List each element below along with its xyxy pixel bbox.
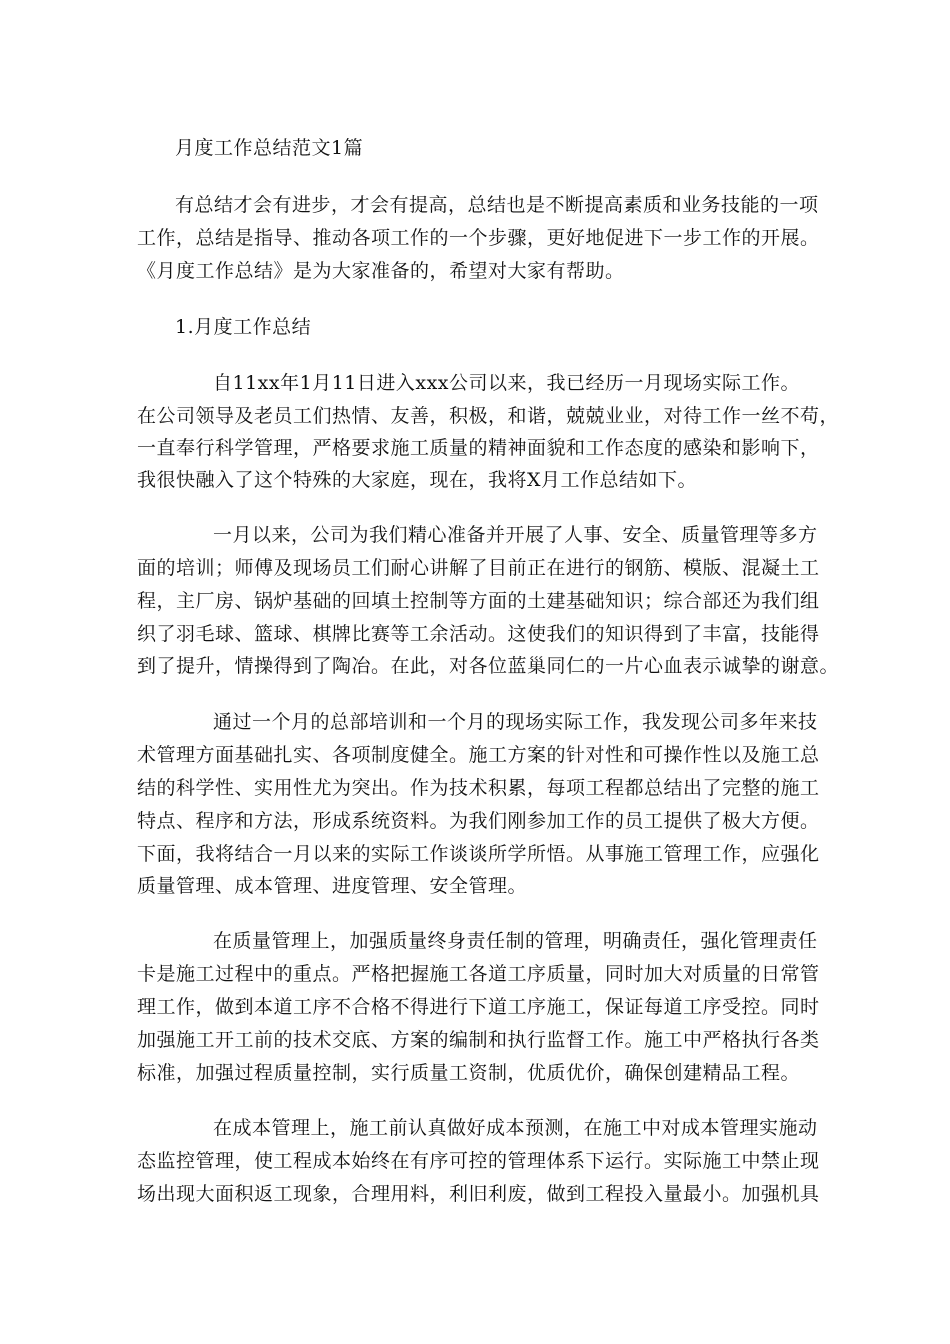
intro-line-3: 《月度工作总结》是为大家准备的，希望对大家有帮助。 (137, 260, 625, 282)
paragraph2-line-1: 一月以来，公司为我们精心准备并开展了人事、安全、质量管理等多方 (213, 524, 818, 546)
paragraph2-line-5: 到了提升，情操得到了陶冶。在此，对各位蓝巢同仁的一片心血表示诚挚的谢意。 (137, 655, 840, 677)
paragraph4-line-1: 在质量管理上，加强质量终身责任制的管理，明确责任，强化管理责任 (213, 930, 818, 952)
paragraph4-line-2: 卡是施工过程中的重点。严格把握施工各道工序质量，同时加大对质量的日常管 (137, 963, 820, 985)
paragraph1-line-4: 我很快融入了这个特殊的大家庭，现在，我将X月工作总结如下。 (137, 469, 698, 491)
paragraph4-line-4: 加强施工开工前的技术交底、方案的编制和执行监督工作。施工中严格执行各类 (137, 1029, 820, 1051)
document-title: 月度工作总结范文1篇 (175, 137, 364, 159)
paragraph2-line-3: 程，主厂房、锅炉基础的回填土控制等方面的土建基础知识；综合部还为我们组 (137, 590, 820, 612)
paragraph3-line-1: 通过一个月的总部培训和一个月的现场实际工作，我发现公司多年来技 (213, 711, 818, 733)
paragraph5-line-1: 在成本管理上，施工前认真做好成本预测，在施工中对成本管理实施动 (213, 1117, 818, 1139)
paragraph2-line-4: 织了羽毛球、篮球、棋牌比赛等工余活动。这使我们的知识得到了丰富，技能得 (137, 623, 820, 645)
paragraph1-line-2: 在公司领导及老员工们热情、友善，积极，和谐，兢兢业业，对待工作一丝不苟， (137, 405, 840, 427)
paragraph1-line-3: 一直奉行科学管理，严格要求施工质量的精神面貌和工作态度的感染和影响下， (137, 437, 820, 459)
paragraph2-line-2: 面的培训；师傅及现场员工们耐心讲解了目前正在进行的钢筋、模版、混凝土工 (137, 557, 820, 579)
paragraph4-line-5: 标准，加强过程质量控制，实行质量工资制，优质优价，确保创建精品工程。 (137, 1062, 801, 1084)
paragraph3-line-5: 下面，我将结合一月以来的实际工作谈谈所学所悟。从事施工管理工作，应强化 (137, 843, 820, 865)
paragraph5-line-2: 态监控管理，使工程成本始终在有序可控的管理体系下运行。实际施工中禁止现 (137, 1150, 820, 1172)
paragraph3-line-4: 特点、程序和方法，形成系统资料。为我们刚参加工作的员工提供了极大方便。 (137, 810, 820, 832)
section-heading: 1.月度工作总结 (175, 316, 312, 338)
paragraph1-line-1: 自11xx年1月11日进入xxx公司以来，我已经历一月现场实际工作。 (213, 372, 801, 394)
intro-line-2: 工作，总结是指导、推动各项工作的一个步骤，更好地促进下一步工作的开展。 (137, 227, 820, 249)
paragraph3-line-3: 结的科学性、实用性尤为突出。作为技术积累，每项工程都总结出了完整的施工 (137, 777, 820, 799)
paragraph3-line-6: 质量管理、成本管理、进度管理、安全管理。 (137, 875, 528, 897)
paragraph3-line-2: 术管理方面基础扎实、各项制度健全。施工方案的针对性和可操作性以及施工总 (137, 744, 820, 766)
paragraph4-line-3: 理工作，做到本道工序不合格不得进行下道工序施工，保证每道工序受控。同时 (137, 996, 820, 1018)
paragraph5-line-3: 场出现大面积返工现象，合理用料，利旧利废，做到工程投入量最小。加强机具 (137, 1183, 820, 1205)
intro-line-1: 有总结才会有进步，才会有提高，总结也是不断提高素质和业务技能的一项 (175, 194, 819, 216)
